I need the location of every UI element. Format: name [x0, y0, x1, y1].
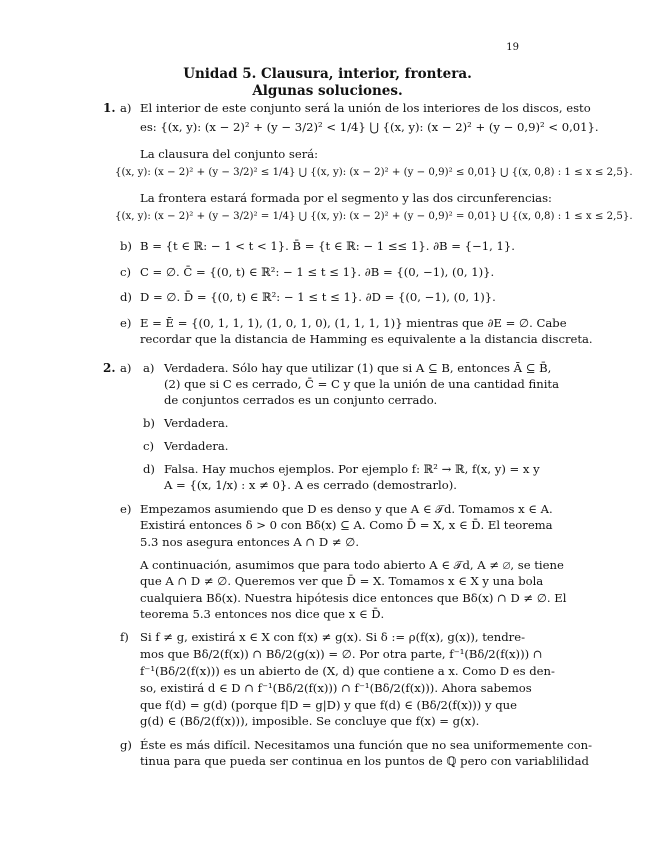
- ex1-e-line-2: recordar que la distancia de Hamming es equivalente a la distancia discreta.: [140, 332, 593, 346]
- ex2-a-a-line-3: de conjuntos cerrados es un conjunto cerrado.: [164, 393, 438, 407]
- ex1-a-line-6: {(x, y): (x − 2)² + (y − 3/2)² = 1/4} ⋃ {(x, y): (x − 2)² + (y − 0,9)² = 0,01} ⋃ {(x, 0,8) : 1 ≤ x ≤ 2,5}.: [115, 211, 633, 222]
- ex2-a-c-label: c): [143, 439, 155, 453]
- ex2-a-d-line-1: Falsa. Hay muchos ejemplos. Por ejemplo f: ℝ² → ℝ, f(x, y) = x y: [164, 462, 540, 476]
- ex1-b-label: b): [120, 239, 132, 253]
- ex2-f-line-2: mos que Bδ/2(f(x)) ∩ Bδ/2(g(x)) = ∅. Por otra parte, f⁻¹(Bδ/2(f(x))) ∩: [140, 647, 543, 661]
- ex2-a-c-text: Verdadera.: [164, 439, 229, 453]
- ex2-a-a-line-1: Verdadera. Sólo hay que utilizar (1) que si A ⊆ B, entonces Ā ⊆ B̄,: [164, 361, 552, 375]
- ex2-g-label: g): [120, 738, 132, 752]
- ex1-a-line-5: La frontera estará formada por el segmento y las dos circunferencias:: [140, 191, 552, 205]
- ex1-a-line-3: La clausura del conjunto será:: [140, 147, 319, 161]
- ex1-b-text: B = {t ∈ ℝ: − 1 < t < 1}. B̄ = {t ∈ ℝ: − 1 ≤≤ 1}. ∂B = {−1, 1}.: [140, 239, 515, 253]
- ex2-f-label: f): [120, 630, 129, 644]
- ex2-a-a-line-2: (2) que si C es cerrado, C̄ = C y que la unión de una cantidad finita: [164, 377, 559, 391]
- exercise-1-number: 1.: [103, 101, 116, 115]
- ex2-e-line-3: 5.3 nos asegura entonces A ∩ D ≠ ∅.: [140, 535, 360, 549]
- ex1-e-line-1: E = Ē = {(0, 1, 1, 1), (1, 0, 1, 0), (1, 1, 1, 1)} mientras que ∂E = ∅. Cabe: [140, 316, 567, 330]
- ex2-f-line-3: f⁻¹(Bδ/2(f(x))) es un abierto de (X, d) que contiene a x. Como D es den-: [140, 664, 555, 678]
- ex2-f-line-5: que f(d) = g(d) (porque f|D = g|D) y que f(d) ∈ (Bδ/2(f(x))) y que: [140, 698, 517, 712]
- ex1-c-text: C = ∅. C̄ = {(0, t) ∈ ℝ²: − 1 ≤ t ≤ 1}. ∂B = {(0, −1), (0, 1)}.: [140, 265, 495, 279]
- ex1-d-label: d): [120, 290, 132, 304]
- ex2-f-line-1: Si f ≠ g, existirá x ∈ X con f(x) ≠ g(x). Si δ := ρ(f(x), g(x)), tendre-: [140, 630, 525, 644]
- page-number: 19: [506, 42, 519, 53]
- ex2-a-d-label: d): [143, 462, 155, 476]
- ex2-a-b-text: Verdadera.: [164, 416, 229, 430]
- ex1-a-line-1: El interior de este conjunto será la unión de los interiores de los discos, esto: [140, 101, 591, 115]
- ex2-g-line-1: Éste es más difícil. Necesitamos una función que no sea uniformemente con-: [140, 738, 593, 752]
- ex2-a-label: a): [120, 361, 132, 375]
- ex1-a-line-4: {(x, y): (x − 2)² + (y − 3/2)² ≤ 1/4} ⋃ {(x, y): (x − 2)² + (y − 0,9)² ≤ 0,01} ⋃ {(x, 0,8) : 1 ≤ x ≤ 2,5}.: [115, 167, 633, 178]
- ex2-g-line-2: tinua para que pueda ser continua en los puntos de ℚ pero con variablilidad: [140, 754, 589, 768]
- ex1-e-label: e): [120, 316, 132, 330]
- ex2-f-line-4: so, existirá d ∈ D ∩ f⁻¹(Bδ/2(f(x))) ∩ f⁻¹(Bδ/2(f(x))). Ahora sabemos: [140, 681, 532, 695]
- ex2-e-label: e): [120, 502, 132, 516]
- ex2-a-d-line-2: A = {(x, 1/x) : x ≠ 0}. A es cerrado (demostrarlo).: [164, 478, 457, 492]
- ex2-f-line-6: g(d) ∈ (Bδ/2(f(x))), imposible. Se concluye que f(x) = g(x).: [140, 714, 480, 728]
- title-line-1: Unidad 5. Clausura, interior, frontera.: [183, 66, 472, 82]
- ex2-e-line-6: cualquiera Bδ(x). Nuestra hipótesis dice entonces que Bδ(x) ∩ D ≠ ∅. El: [140, 591, 567, 605]
- ex2-e-line-4: A continuación, asumimos que para todo abierto A ∈ 𝒯d, A ≠ ∅, se tiene: [140, 558, 564, 572]
- exercise-2-number: 2.: [103, 361, 116, 375]
- ex2-e-line-1: Empezamos asumiendo que D es denso y que A ∈ 𝒯d. Tomamos x ∈ A.: [140, 502, 553, 516]
- title-line-2: Algunas soluciones.: [252, 83, 403, 99]
- ex2-e-line-7: teorema 5.3 entonces nos dice que x ∈ D̄.: [140, 607, 385, 621]
- ex1-c-label: c): [120, 265, 132, 279]
- ex1-a-line-2: es: {(x, y): (x − 2)² + (y − 3/2)² < 1/4} ⋃ {(x, y): (x − 2)² + (y − 0,9)² < 0,01}.: [140, 120, 599, 134]
- ex2-e-line-5: que A ∩ D ≠ ∅. Queremos ver que D̄ = X. Tomamos x ∈ X y una bola: [140, 574, 544, 588]
- ex2-a-a-label: a): [143, 361, 155, 375]
- ex1-a-label: a): [120, 101, 132, 115]
- ex1-d-text: D = ∅. D̄ = {(0, t) ∈ ℝ²: − 1 ≤ t ≤ 1}. ∂D = {(0, −1), (0, 1)}.: [140, 290, 496, 304]
- ex2-e-line-2: Existirá entonces δ > 0 con Bδ(x) ⊆ A. Como D̄ = X, x ∈ D̄. El teorema: [140, 518, 553, 532]
- ex2-a-b-label: b): [143, 416, 155, 430]
